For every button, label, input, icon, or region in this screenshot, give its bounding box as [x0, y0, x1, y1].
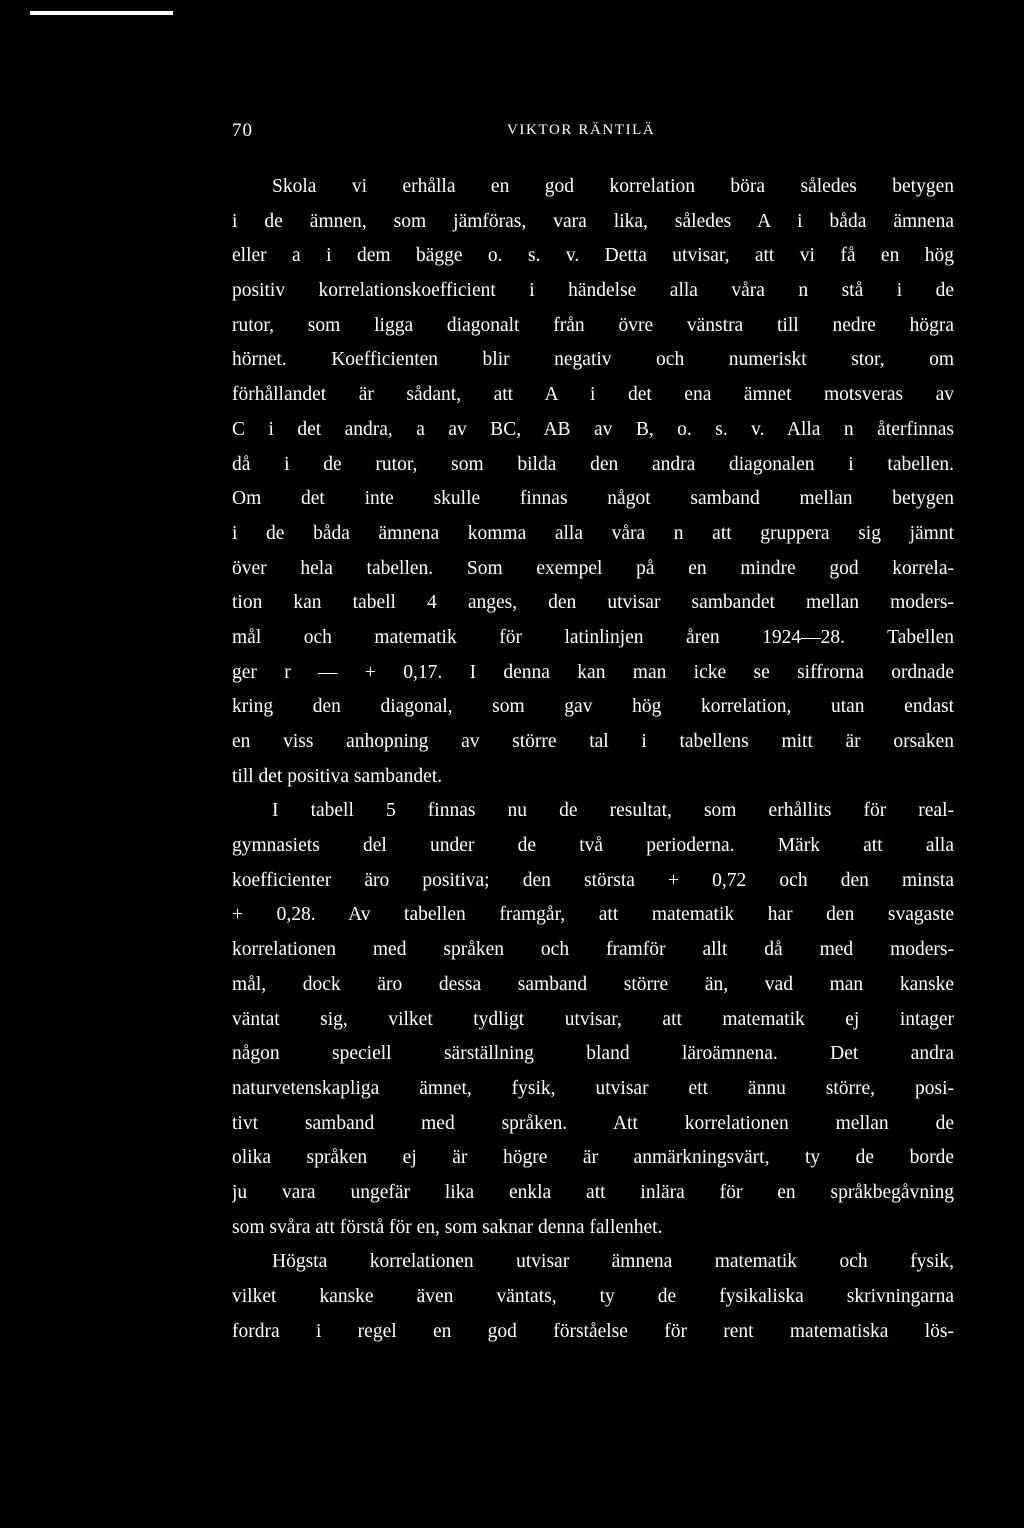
text-line: eller a i dem bägge o. s. v. Detta utvisar, att vi få en hög — [232, 245, 954, 267]
running-head: VIKTOR RÄNTILÄ — [507, 122, 656, 138]
text-line: rutor, som ligga diagonalt från övre vänstra till nedre högra — [232, 314, 954, 336]
page-number: 70 — [232, 120, 253, 141]
text-line: Högsta korrelationen utvisar ämnena matematik och fysik, — [272, 1251, 954, 1273]
text-line: tivt samband med språken. Att korrelationen mellan de — [232, 1112, 954, 1134]
page-header — [232, 120, 960, 144]
text-line: någon speciell särställning bland läroämnena. Det andra — [232, 1043, 954, 1065]
text-line: väntat sig, vilket tydligt utvisar, att matematik ej intager — [232, 1008, 954, 1030]
top-edge-rule — [30, 11, 173, 15]
text-line: positiv korrelationskoefficient i händelse alla våra n stå i de — [232, 280, 954, 302]
text-line: över hela tabellen. Som exempel på en mindre god korrela- — [232, 557, 954, 579]
text-line: kring den diagonal, som gav hög korrelation, utan endast — [232, 696, 954, 718]
text-line: då i de rutor, som bilda den andra diagonalen i tabellen. — [232, 453, 954, 475]
text-line: i de båda ämnena komma alla våra n att gruppera sig jämnt — [232, 522, 954, 544]
text-line: I tabell 5 finnas nu de resultat, som erhållits för real- — [272, 800, 954, 822]
text-line: + 0,28. Av tabellen framgår, att matematik har den svagaste — [232, 904, 954, 926]
text-line: ju vara ungefär lika enkla att inlära för en språkbegåvning — [232, 1181, 954, 1203]
text-line: mål och matematik för latinlinjen åren 1924—28. Tabellen — [232, 626, 954, 648]
text-line: ger r — + 0,17. I denna kan man icke se siffrorna ordnade — [232, 661, 954, 683]
text-line: gymnasiets del under de två perioderna. Märk att alla — [232, 835, 954, 857]
text-line: naturvetenskapliga ämnet, fysik, utvisar ett ännu större, posi- — [232, 1077, 954, 1099]
text-line: Om det inte skulle finnas något samband mellan betygen — [232, 488, 954, 510]
text-line: förhållandet är sådant, att A i det ena ämnet motsveras av — [232, 384, 954, 406]
text-line: C i det andra, a av BC, AB av B, o. s. v. Alla n återfinnas — [232, 418, 954, 440]
body-text — [232, 170, 954, 1349]
text-line: koefficienter äro positiva; den största + 0,72 och den minsta — [232, 869, 954, 891]
text-line: till det positiva sambandet. — [232, 765, 443, 787]
text-line: en viss anhopning av större tal i tabellens mitt är orsaken — [232, 731, 954, 752]
text-line: tion kan tabell 4 anges, den utvisar sambandet mellan moders- — [232, 592, 954, 614]
text-line: fordra i regel en god förståelse för rent matematiska lös- — [232, 1320, 954, 1342]
text-line: Skola vi erhålla en god korrelation böra således betygen — [272, 176, 954, 197]
text-line: mål, dock äro dessa samband större än, vad man kanske — [232, 973, 954, 995]
text-line: korrelationen med språken och framför allt då med moders- — [232, 939, 954, 961]
text-line: i de ämnen, som jämföras, vara lika, således A i båda ämnena — [232, 210, 954, 232]
text-line: hörnet. Koefficienten blir negativ och numeriskt stor, om — [232, 349, 954, 371]
text-line: vilket kanske även väntats, ty de fysikaliska skrivningarna — [232, 1286, 954, 1307]
text-line: olika språken ej är högre är anmärkningsvärt, ty de borde — [232, 1147, 954, 1169]
text-line: som svåra att förstå för en, som saknar denna fallenhet. — [232, 1216, 663, 1238]
